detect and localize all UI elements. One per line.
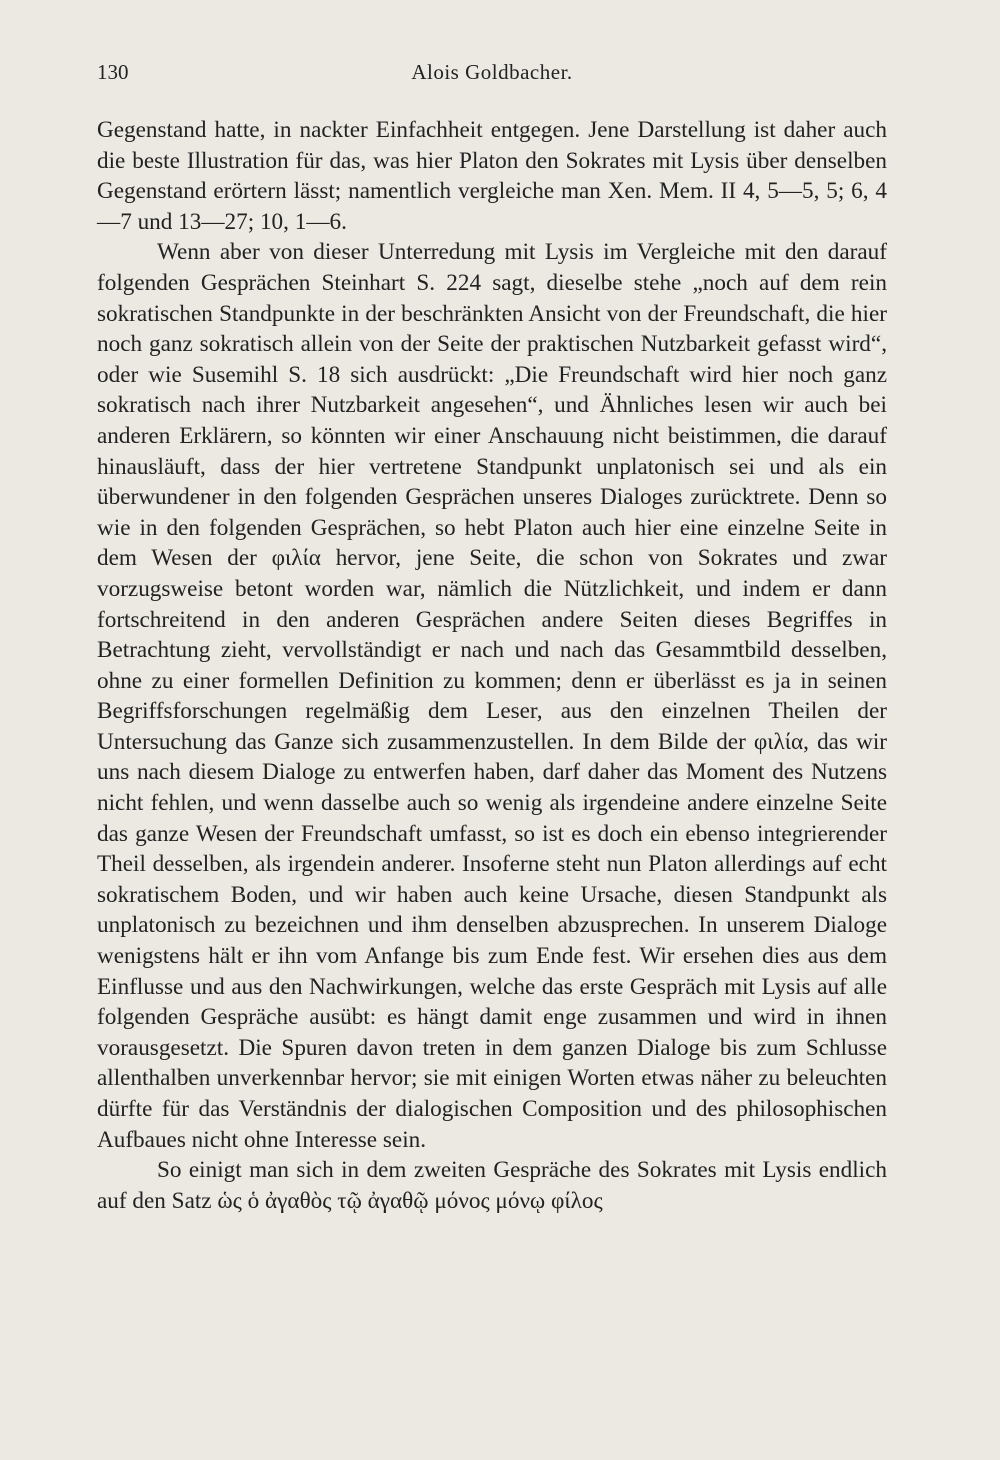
running-head: Alois Goldbacher.	[411, 60, 573, 84]
paragraph-1: Gegenstand hatte, in nackter Einfachheit entgegen. Jene Darstellung ist daher auch die beste Illustration für das, was hier Platon den Sokrates mit Lysis über denselben Gegenstand erörtern lässt; namentlich vergleiche man Xen. Mem. II 4, 5—5, 5; 6, 4—7 und 13—27; 10, 1—6.	[97, 117, 887, 235]
page-number: 130	[97, 60, 129, 84]
paragraph-2: Wenn aber von dieser Unterredung mit Lysis im Vergleiche mit den darauf folgenden Gesprächen Steinhart S. 224 sagt, dieselbe stehe „noch auf dem rein sokratischen Standpunkte in der beschränkten Ansicht von der Freundschaft, die hier noch ganz sokratisch allein von der Seite der praktischen Nutzbarkeit gefasst wird“, oder wie Susemihl S. 18 sich ausdrückt: „Die Freundschaft wird hier noch ganz sokratisch nach ihrer Nutzbarkeit angesehen“, und Ähnliches lesen wir auch bei anderen Erklärern, so könnten wir einer Anschauung nicht beistimmen, die darauf hinausläuft, dass der hier vertretene Standpunkt unplatonisch sei und als ein überwundener in den folgenden Gesprächen unseres Dialoges zurücktrete. Denn so wie in den folgenden Gesprächen, so hebt Platon auch hier eine einzelne Seite in dem Wesen der φιλία hervor, jene Seite, die schon von Sokrates und zwar vorzugsweise betont worden war, nämlich die Nützlichkeit, und indem er dann fortschreitend in den anderen Gesprächen andere Seiten dieses Begriffes in Betrachtung zieht, vervollständigt er nach und nach das Gesammtbild desselben, ohne zu einer formellen Definition zu kommen; denn er überlässt es ja in seinen Begriffsforschungen regelmäßig dem Leser, aus den einzelnen Theilen der Untersuchung das Ganze sich zusammenzustellen. In dem Bilde der φιλία, das wir uns nach diesem Dialoge zu entwerfen haben, darf daher das Moment des Nutzens nicht fehlen, und wenn dasselbe auch so wenig als irgendeine andere einzelne Seite das ganze Wesen der Freundschaft umfasst, so ist es doch ein ebenso integrierender Theil desselben, als irgendein anderer. Insoferne steht nun Platon allerdings auf echt sokratischem Boden, und wir haben auch keine Ursache, diesen Standpunkt als unplatonisch zu bezeichnen und ihm denselben abzusprechen. In unserem Dialoge wenigstens hält er ihn vom Anfange bis zum Ende fest. Wir ersehen dies aus dem Einflusse und aus den Nachwirkungen, welche das erste Gespräch mit Lysis auf alle folgenden Gespräche ausübt: es hängt damit enge zusammen und wird in ihnen vorausgesetzt. Die Spuren davon treten in dem ganzen Dialoge bis zum Schlusse allenthalben unverkennbar hervor; sie mit einigen Worten etwas näher zu beleuchten dürfte für das Verständnis der dialogischen Composition und des philosophischen Aufbaues nicht ohne Interesse sein.	[97, 239, 887, 1153]
paragraph-3: So einigt man sich in dem zweiten Gespräche des Sokrates mit Lysis endlich auf den Satz ὡς ὁ ἀγαθὸς τῷ ἀγαθῷ μόνος μόνῳ φίλος	[97, 1157, 887, 1214]
body-text	[97, 115, 887, 1216]
page-header	[97, 60, 887, 94]
